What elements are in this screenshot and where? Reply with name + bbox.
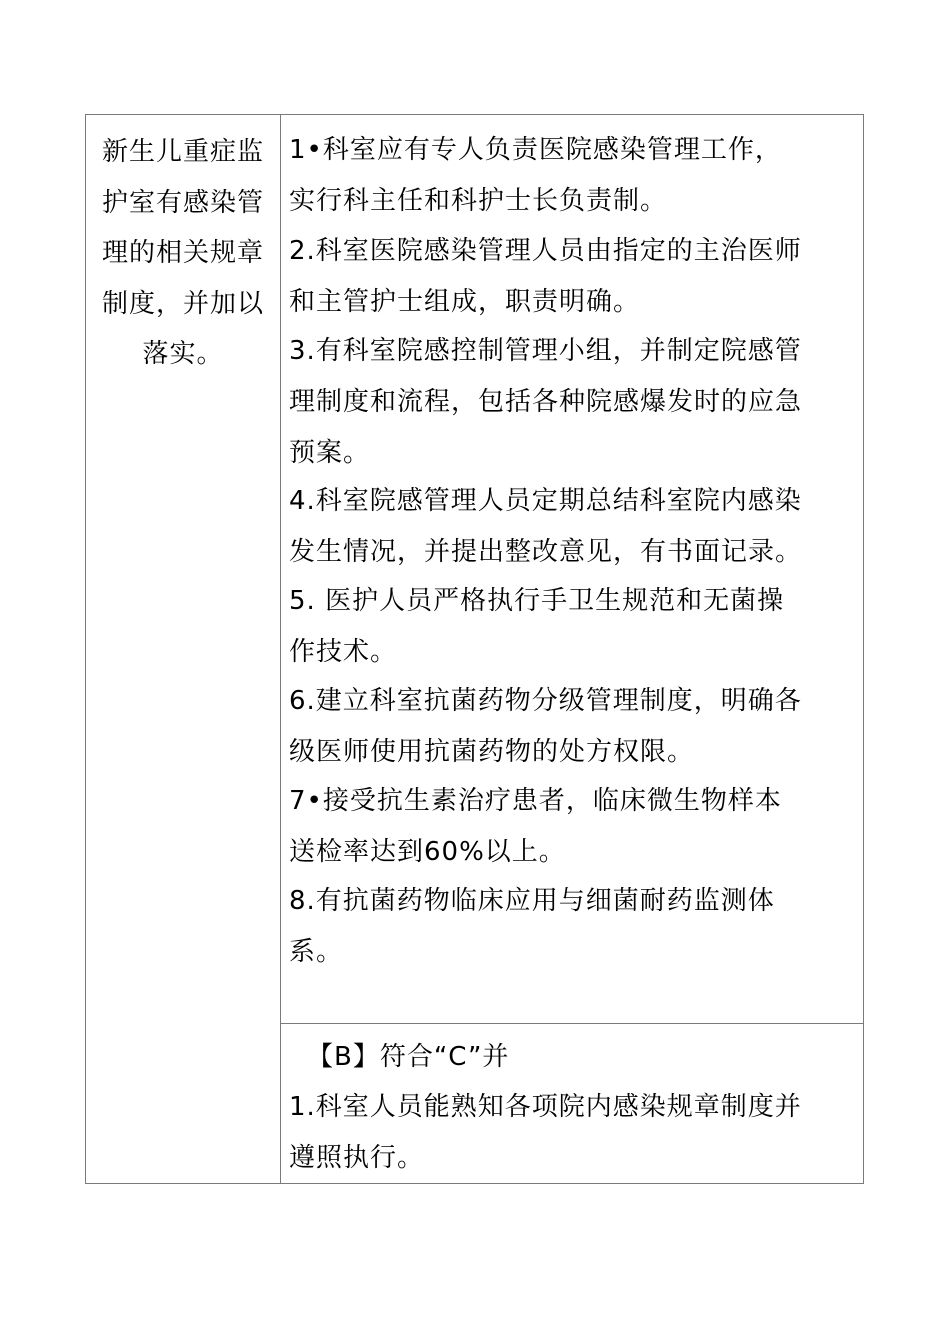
- standards-table: [85, 114, 864, 1184]
- requirement-cell: [86, 115, 281, 1183]
- criterion-c-6: 6.建立科室抗菌药物分级管理制度，明确各 级医师使用抗菌药物的处方权限。: [289, 686, 802, 767]
- grade-b-heading: 【B】符合“C”并: [307, 1042, 510, 1072]
- criterion-c-8: 8.有抗菌药物临床应用与细菌耐药监测体 系。: [289, 886, 775, 967]
- criteria-b-cell: [281, 1024, 864, 1184]
- criterion-b-1: 1.科室人员能熟知各项院内感染规章制度并 遵照执行。: [289, 1092, 802, 1173]
- criterion-c-7: 7•接受抗生素治疗患者，临床微生物样本 送检率达到60%以上。: [289, 786, 782, 867]
- requirement-text: 新生儿重症监 护室有感染管 理的相关规章 制度，并加以 落实。: [101, 137, 264, 369]
- criterion-c-2: 2.科室医院感染管理人员由指定的主治医师 和主管护士组成，职责明确。: [289, 236, 802, 317]
- criterion-c-3: 3.有科室院感控制管理小组，并制定院感管 理制度和流程，包括各种院感爆发时的应急 预案。: [289, 336, 803, 468]
- criteria-c-cell: [281, 115, 864, 1024]
- criterion-c-5: 5. 医护人员严格执行手卫生规范和无菌操 作技术。: [289, 586, 785, 667]
- criterion-c-4: 4.科室院感管理人员定期总结科室院内感染 发生情况，并提出整改意见，有书面记录。: [289, 486, 803, 567]
- criterion-c-1: 1•科室应有专人负责医院感染管理工作， 实行科主任和科护士长负责制。: [289, 135, 782, 216]
